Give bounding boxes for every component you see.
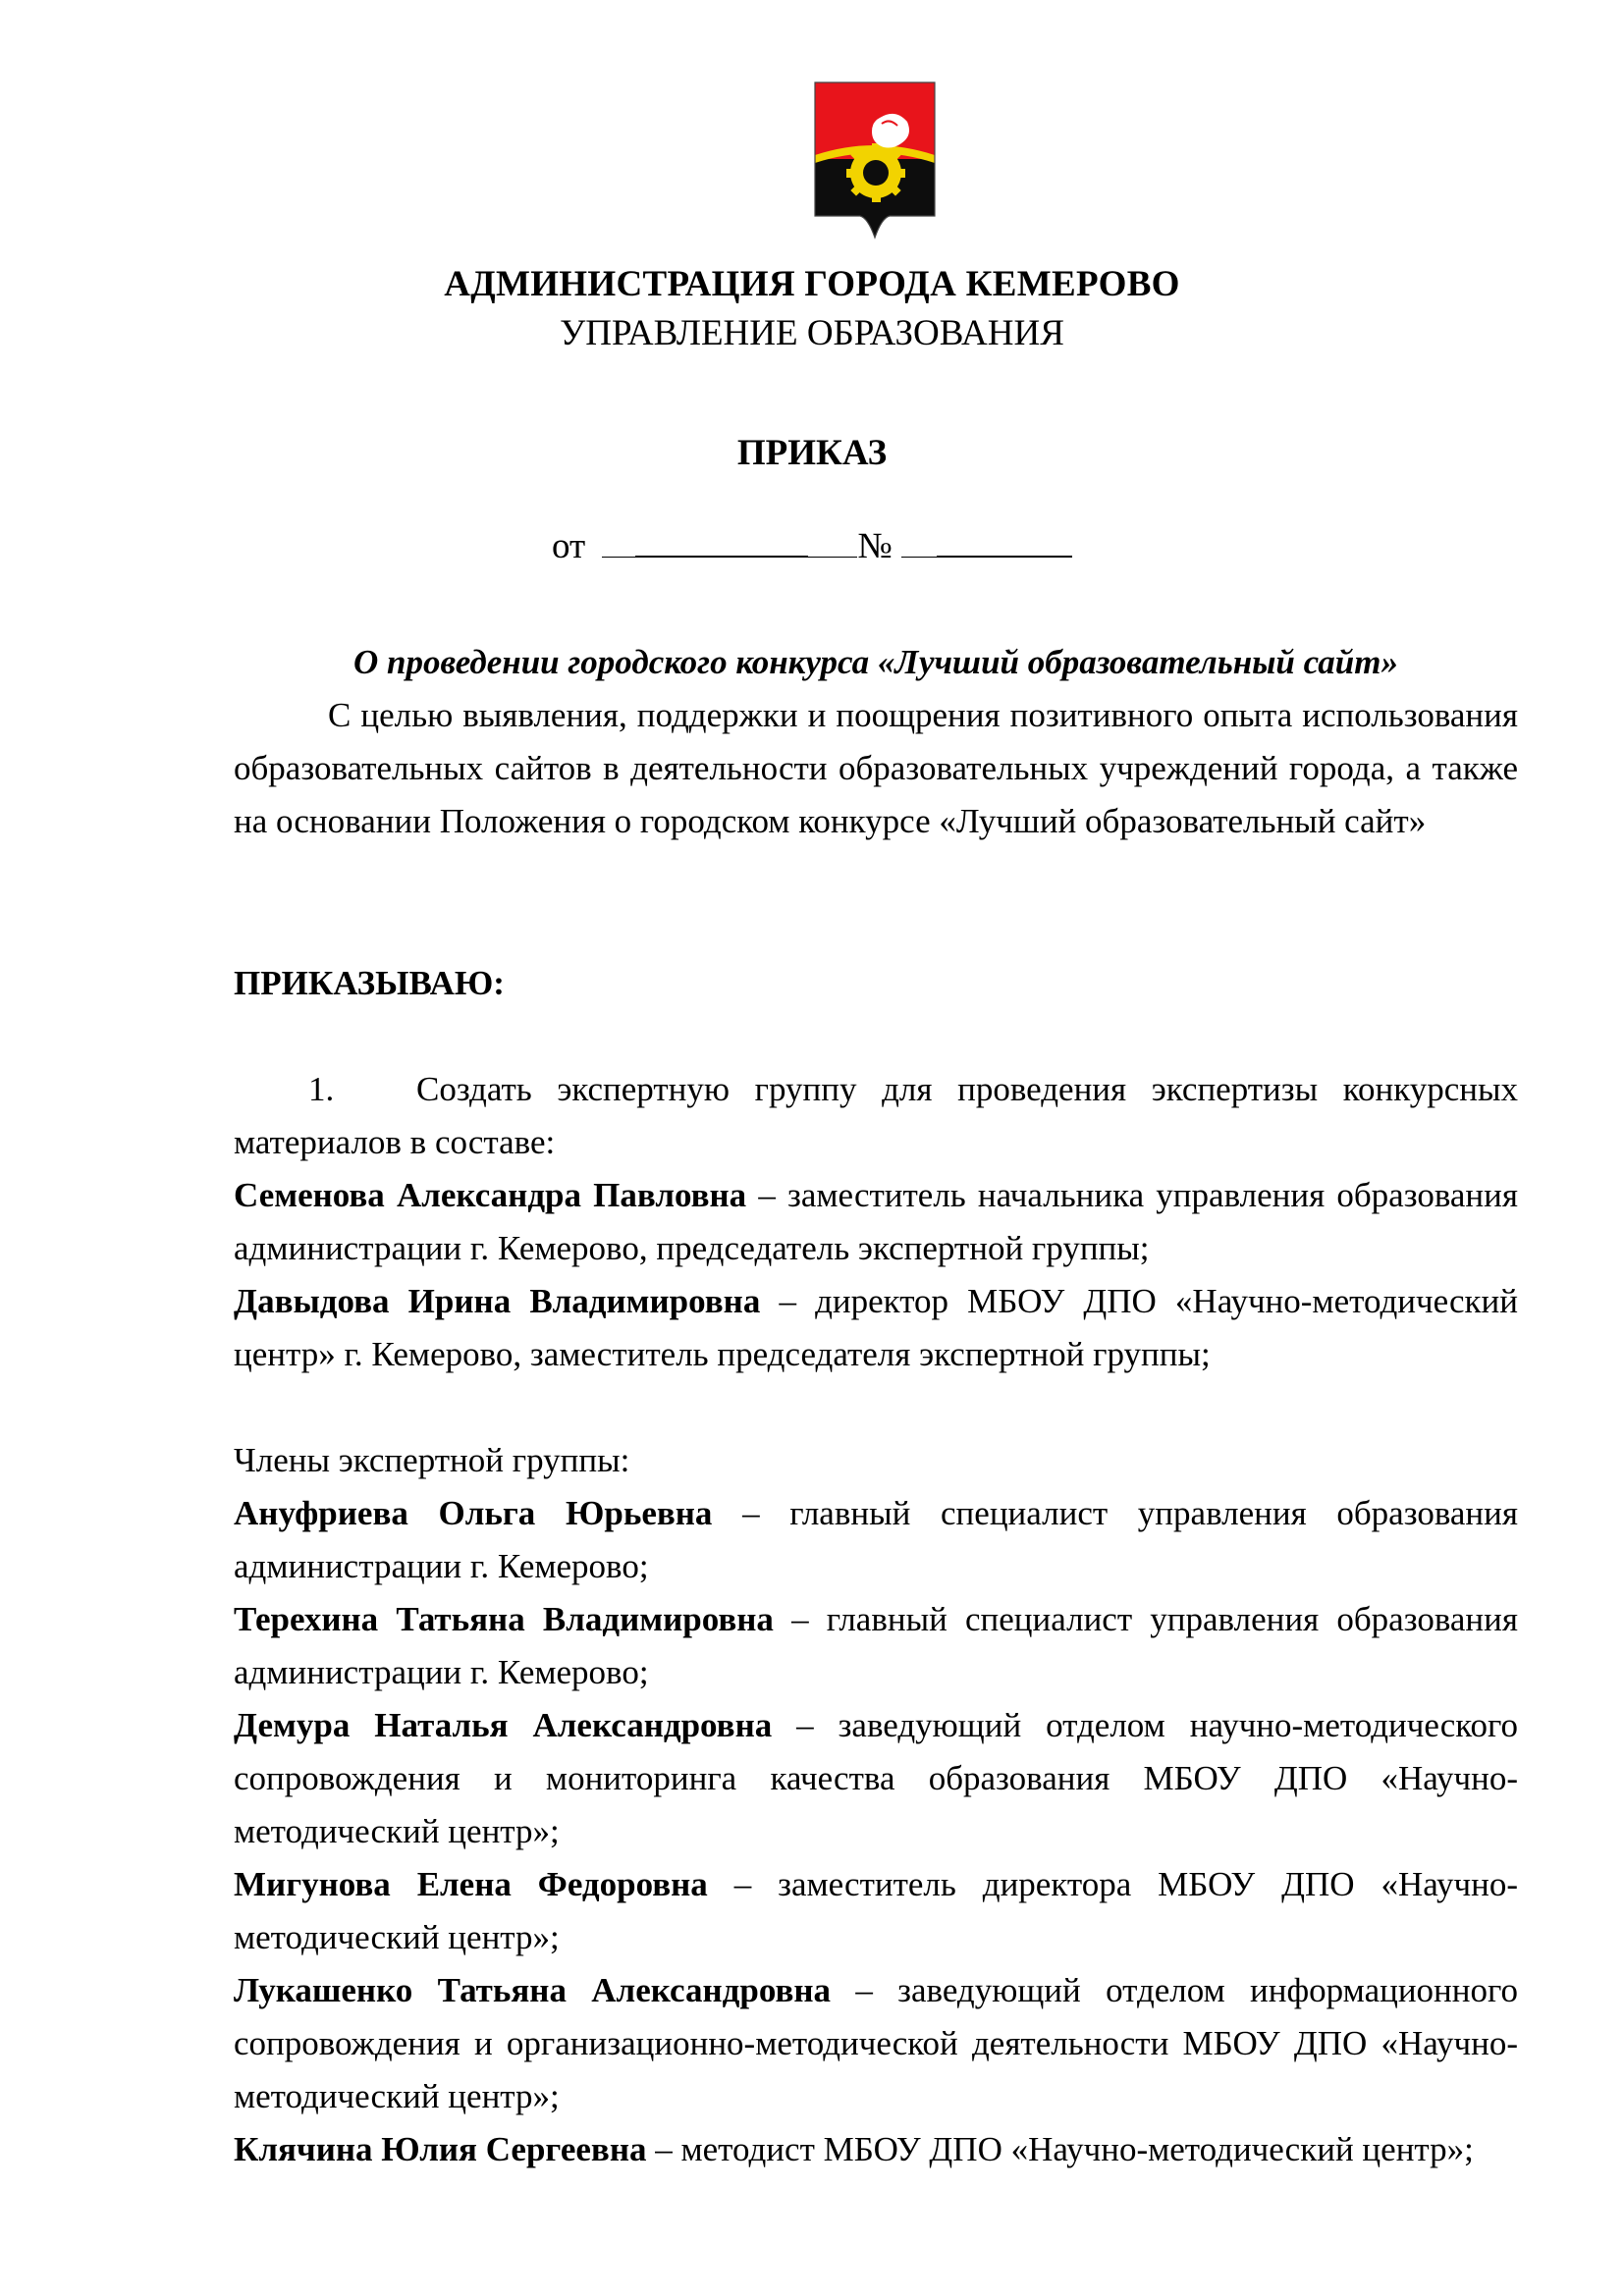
kemerovo-coat-of-arms-icon (811, 79, 939, 240)
date-blank-lead (602, 527, 635, 558)
member-entry (234, 1699, 1518, 1858)
leader-role: – заместитель начальника управления образования администрации г. Кемерово, председатель экспертной группы; (234, 1176, 1518, 1267)
date-blank-field (635, 526, 808, 558)
number-blank-field (937, 526, 1072, 558)
date-blank-tail (808, 527, 857, 558)
member-entry (234, 2123, 1518, 2176)
member-entry (234, 1487, 1518, 1593)
number-sign: № (857, 526, 893, 566)
preamble-paragraph: С целью выявления, поддержки и поощрения позитивного опыта использования образовательных сайтов в деятельности образовательных учреждений города, а также на основании Положения о городском конкурсе «Лучший образовательный сайт» (234, 696, 1518, 840)
organization-subtitle: УПРАВЛЕНИЕ ОБРАЗОВАНИЯ (560, 313, 1064, 353)
leader-entry (234, 1275, 1518, 1381)
number-blank-lead (901, 527, 937, 558)
member-entry (234, 1858, 1518, 1964)
members-heading: Члены экспертной группы: (234, 1441, 630, 1479)
date-prefix: от (552, 526, 586, 566)
member-entry (234, 1593, 1518, 1699)
member-name: Клячина Юлия Сергеевна (234, 2130, 647, 2168)
member-name: Мигунова Елена Федоровна (234, 1865, 708, 1903)
leader-role: – директор МБОУ ДПО «Научно-методический центр» г. Кемерово, заместитель председателя экспертной группы; (234, 1282, 1518, 1373)
document-date-line (0, 525, 1624, 567)
leader-name: Давыдова Ирина Владимировна (234, 1282, 761, 1320)
member-name: Терехина Татьяна Владимировна (234, 1600, 774, 1638)
order-item-1-number: 1. (308, 1070, 335, 1108)
leader-entry (234, 1169, 1518, 1275)
member-role: – заместитель директора МБОУ ДПО «Научно-методический центр»; (234, 1865, 1518, 1956)
member-role: – методист МБОУ ДПО «Научно-методический центр»; (646, 2130, 1474, 2168)
member-role: – главный специалист управления образования администрации г. Кемерово; (234, 1494, 1518, 1585)
member-role: – главный специалист управления образования администрации г. Кемерово; (234, 1600, 1518, 1691)
member-role: – заведующий отделом научно-методического сопровождения и мониторинга качества образования МБОУ ДПО «Научно-методический центр»; (234, 1706, 1518, 1850)
leader-name: Семенова Александра Павловна (234, 1176, 747, 1214)
leaders-list (234, 1169, 1518, 2176)
spacer (234, 1381, 1518, 1434)
member-role: – заведующий отделом информационного сопровождения и организационно-методической деятельности МБОУ ДПО «Научно-методический центр»; (234, 1971, 1519, 2115)
member-entry (234, 1964, 1518, 2123)
order-item-1 (234, 1063, 1518, 1169)
member-name: Ануфриева Ольга Юрьевна (234, 1494, 713, 1532)
order-word: ПРИКАЗЫВАЮ: (234, 964, 505, 1002)
member-name: Лукашенко Татьяна Александровна (234, 1971, 832, 2009)
member-name: Демура Наталья Александровна (234, 1706, 773, 1744)
order-item-1-text: Создать экспертную группу для проведения экспертизы конкурсных материалов в составе: (234, 1070, 1518, 1161)
organization-title: АДМИНИСТРАЦИЯ ГОРОДА КЕМЕРОВО (444, 264, 1180, 304)
document-subject: О проведении городского конкурса «Лучший образовательный сайт» (353, 643, 1398, 681)
document-kind: ПРИКАЗ (736, 433, 888, 473)
order-item-1-paragraph (234, 1063, 1518, 1169)
